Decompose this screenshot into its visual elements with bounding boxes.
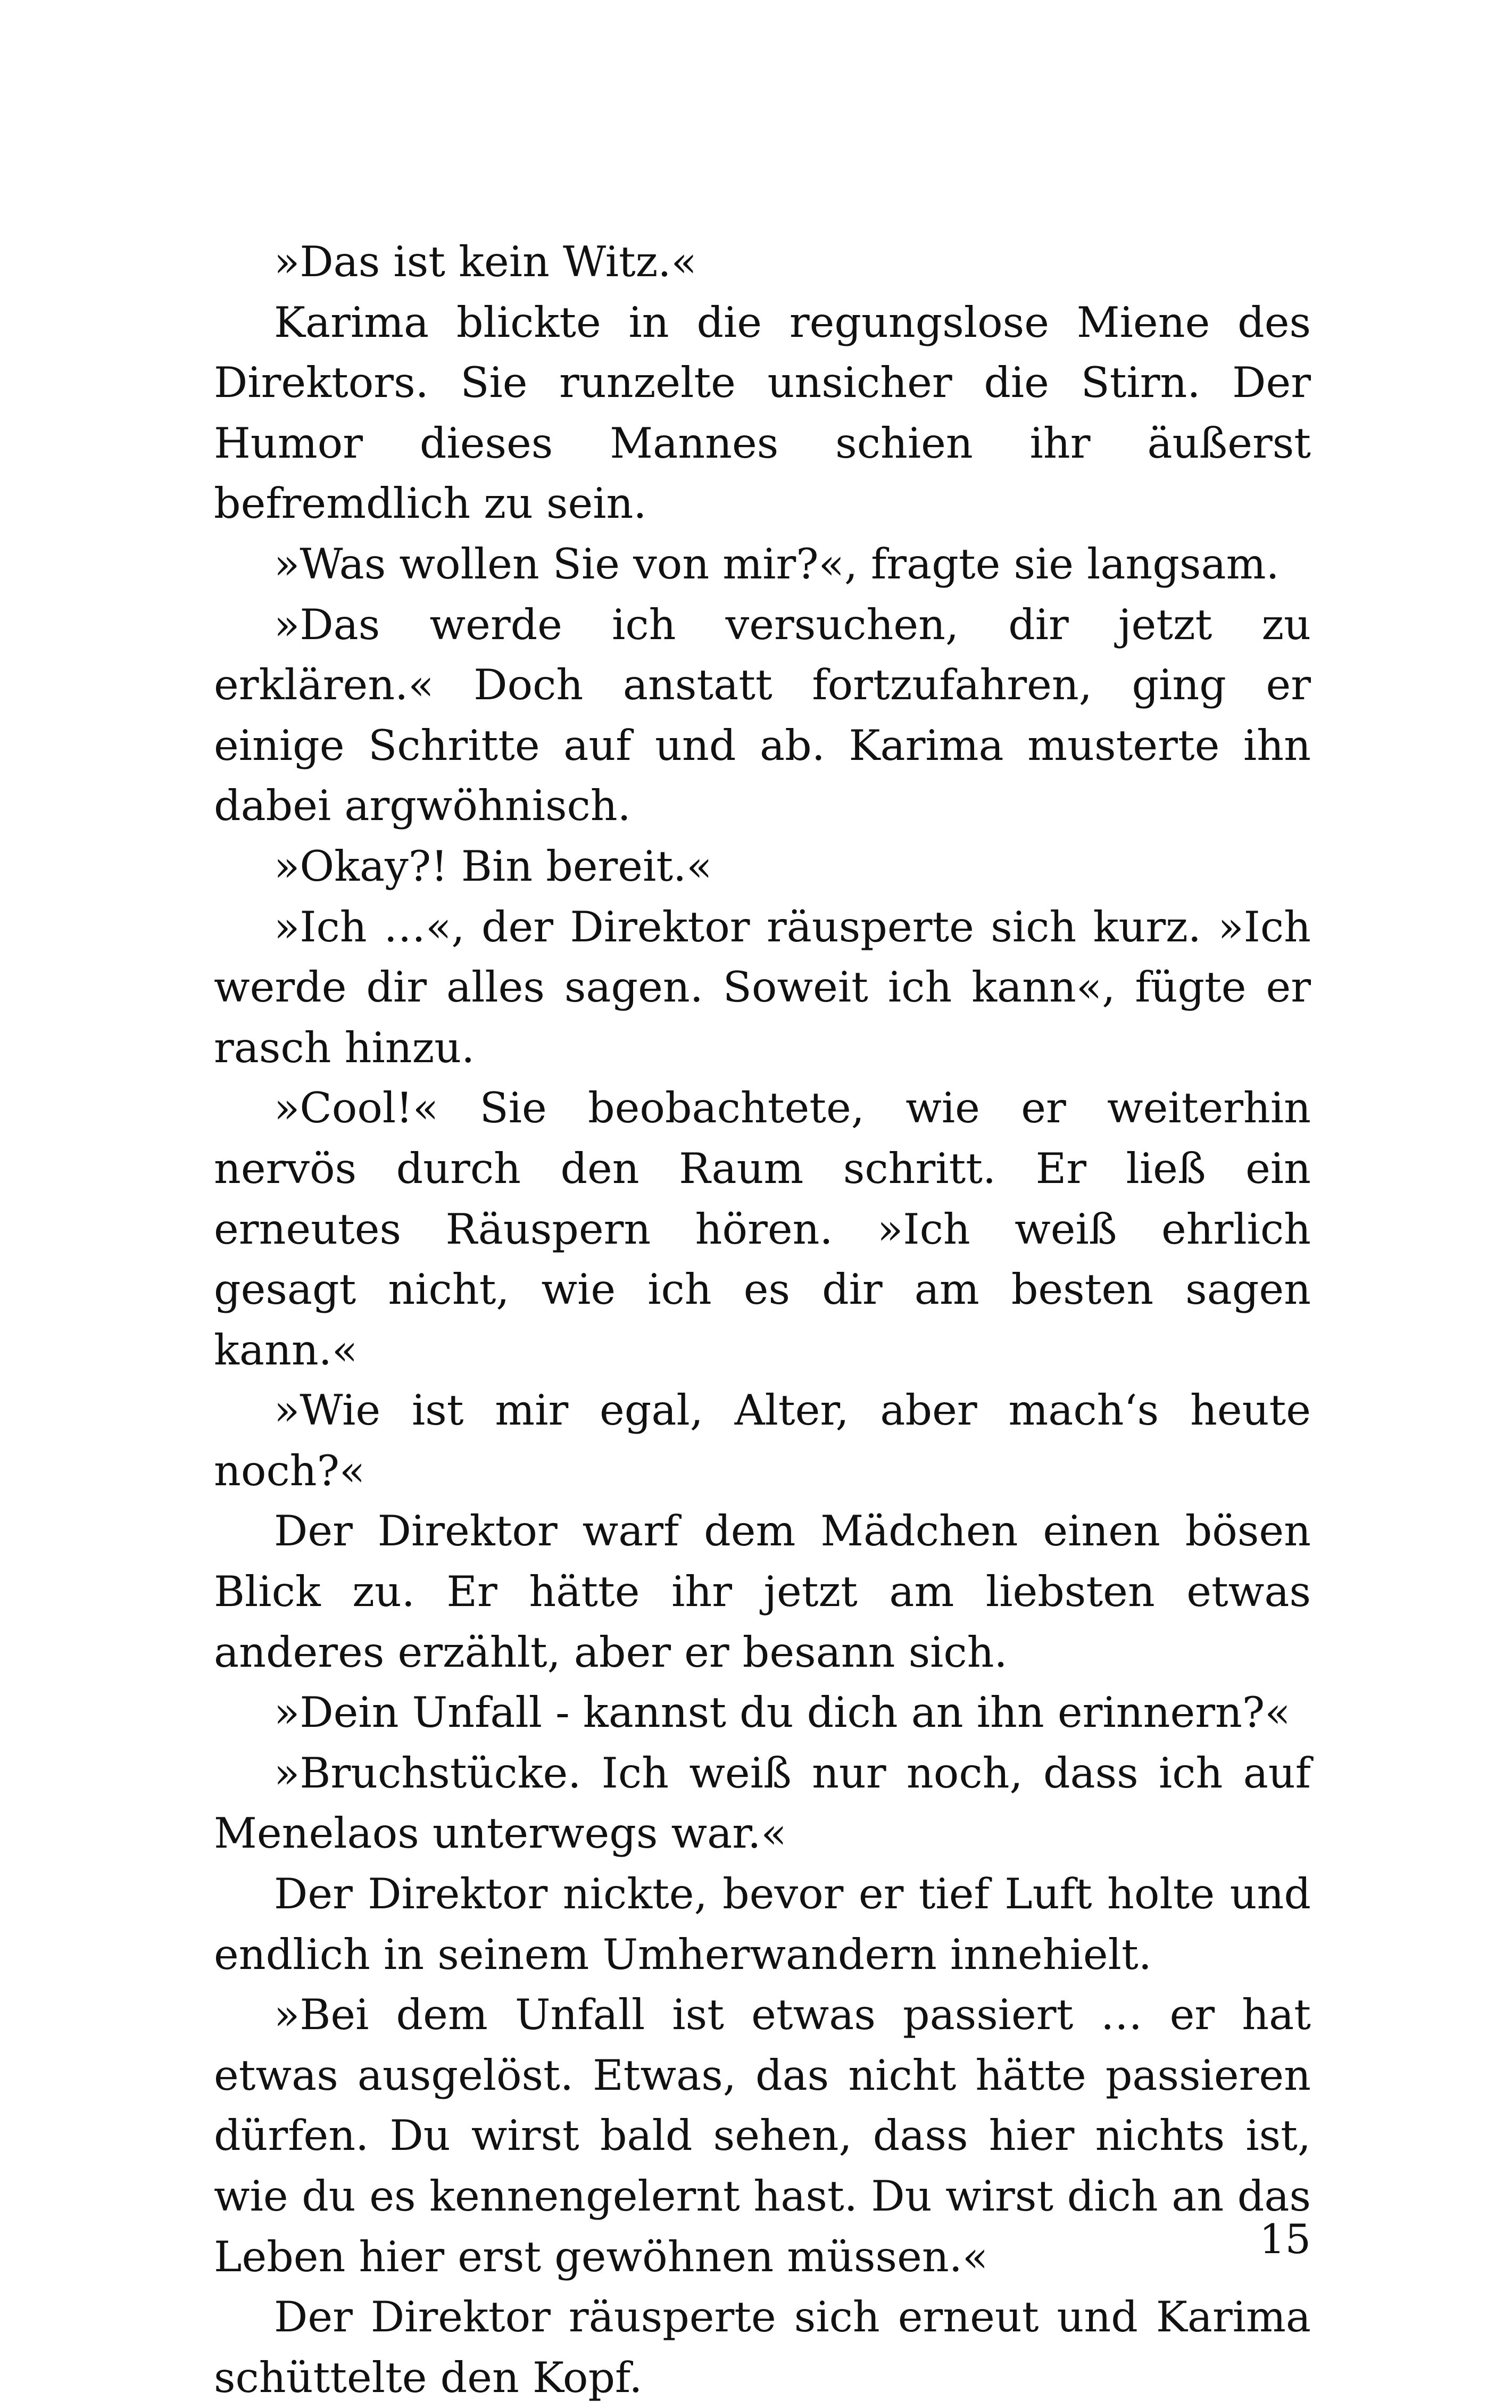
paragraph: »Wie ist mir egal, Alter, aber mach‘s heute noch?« — [214, 1386, 1311, 1495]
page-number: 15 — [1259, 2215, 1311, 2263]
paragraph: »Das ist kein Witz.« — [274, 237, 697, 286]
paragraph: »Bruchstücke. Ich weiß nur noch, dass ich auf Menelaos unterwegs war.« — [214, 1748, 1311, 1858]
paragraph: Der Direktor räusperte sich erneut und Karima schüttelte den Kopf. — [214, 2293, 1311, 2402]
paragraph: »Was wollen Sie von mir?«, fragte sie langsam. — [274, 539, 1280, 589]
paragraph: Der Direktor nickte, bevor er tief Luft holte und endlich in seinem Umherwandern innehielt. — [214, 1869, 1311, 1979]
paragraph: »Okay?! Bin bereit.« — [274, 841, 712, 891]
body-text — [214, 232, 1311, 2408]
paragraph: »Dein Unfall - kannst du dich an ihn erinnern?« — [274, 1688, 1291, 1737]
paragraph: »Bei dem Unfall ist etwas passiert … er hat etwas ausgelöst. Etwas, das nicht hätte passieren dürfen. Du wirst bald sehen, dass hier nichts ist, wie du es kennengelernt hast. Du wirst dich an das Leben hier erst gewöhnen müssen.« — [214, 1990, 1311, 2281]
paragraph: Karima blickte in die regungslose Miene des Direktors. Sie runzelte unsicher die Stirn. Der Humor dieses Mannes schien ihr äußerst befremdlich zu sein. — [214, 297, 1311, 528]
paragraph: »Cool!« Sie beobachtete, wie er weiterhin nervös durch den Raum schritt. Er ließ ein erneutes Räuspern hören. »Ich weiß ehrlich gesagt nicht, wie ich es dir am besten sagen kann.« — [214, 1083, 1311, 1375]
paragraph: »Das werde ich versuchen, dir jetzt zu erklären.« Doch anstatt fortzufahren, ging er einige Schritte auf und ab. Karima musterte ihn dabei argwöhnisch. — [214, 600, 1311, 831]
paragraph: Der Direktor warf dem Mädchen einen bösen Blick zu. Er hätte ihr jetzt am liebsten etwas anderes erzählt, aber er besann sich. — [214, 1507, 1311, 1677]
paragraph: »Ich …«, der Direktor räusperte sich kurz. »Ich werde dir alles sagen. Soweit ich kann«, fügte er rasch hinzu. — [214, 902, 1311, 1072]
